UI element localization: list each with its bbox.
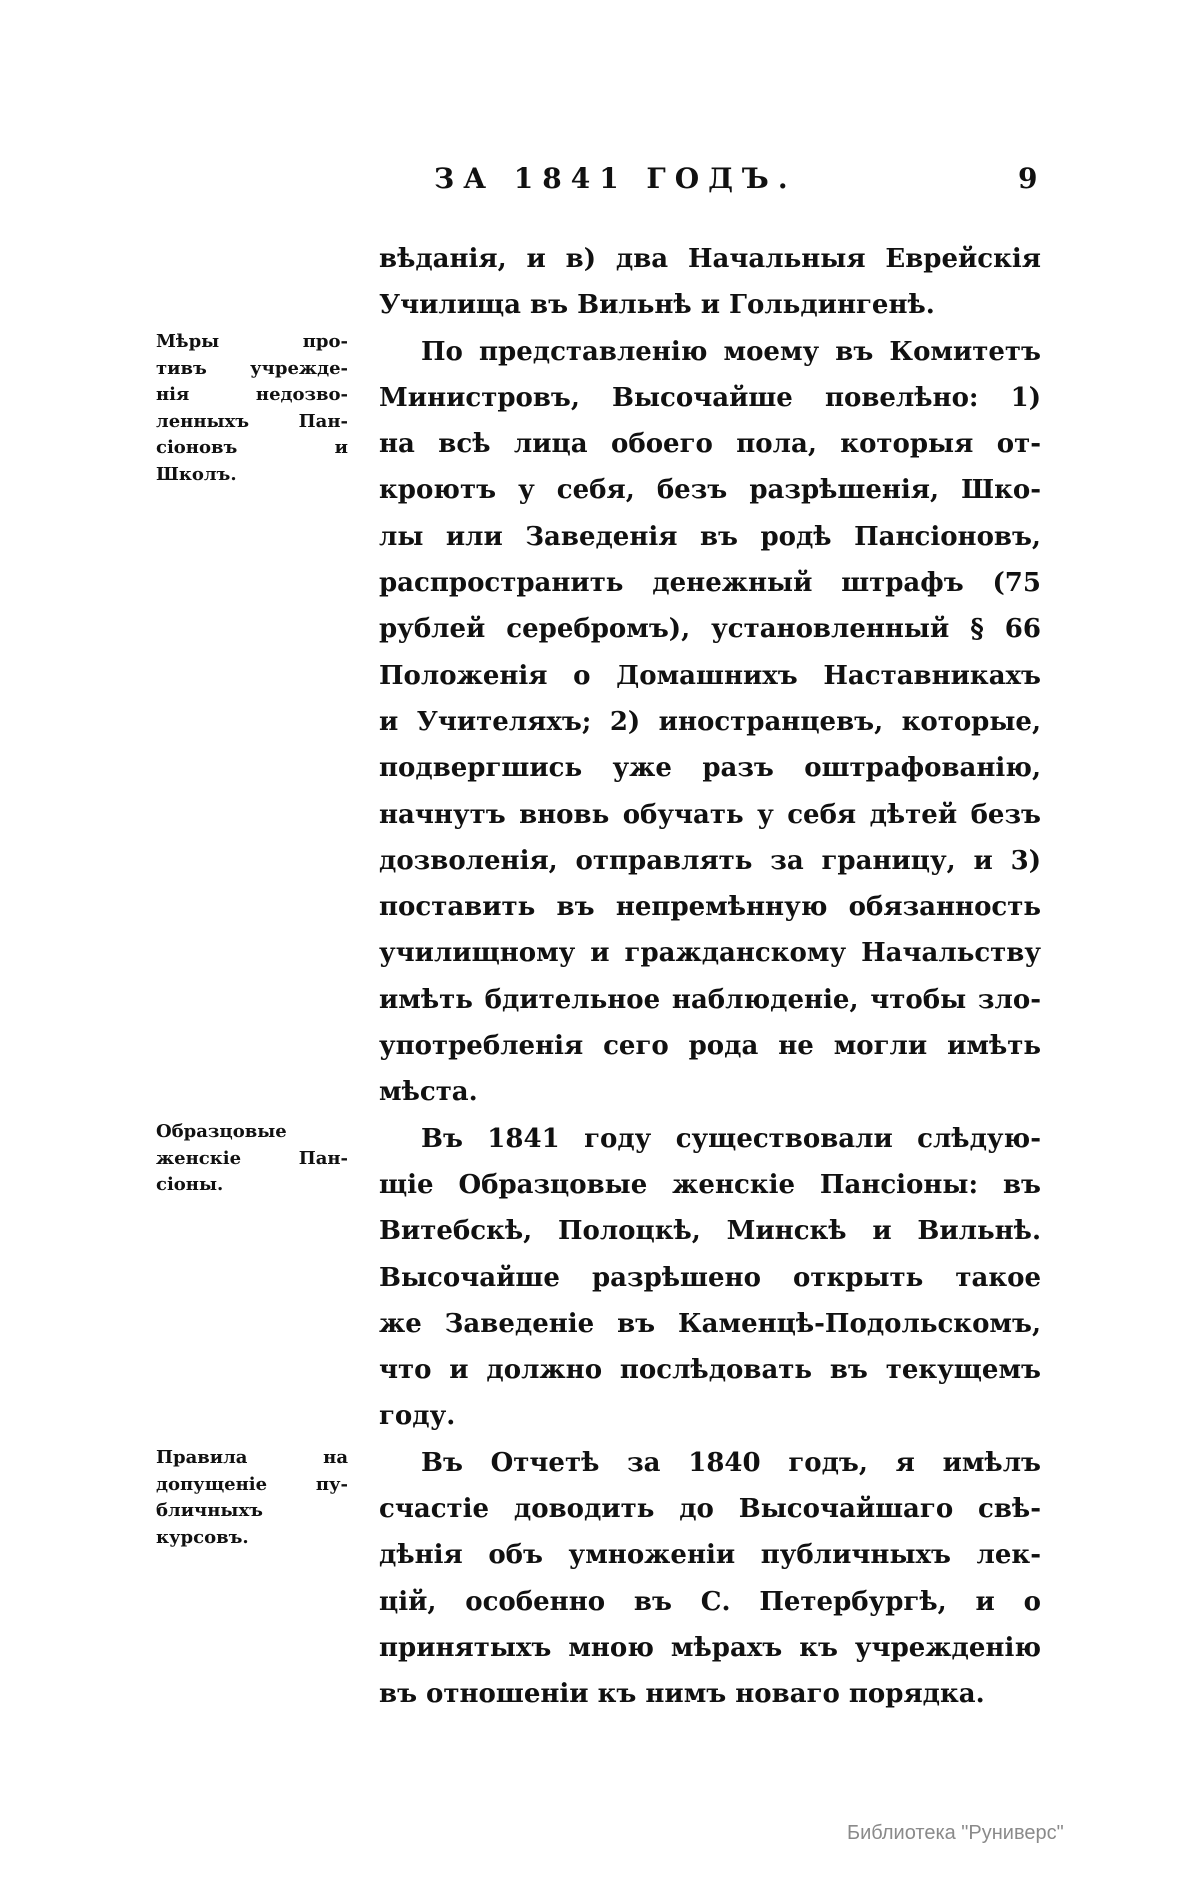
page-number: 9 <box>1018 162 1038 195</box>
library-watermark: Библиотека "Руниверс" <box>847 1822 1064 1844</box>
text-line: дѣнія объ умноженіи публичныхъ лек- <box>379 1540 1041 1571</box>
margin-note-model-pensions <box>156 1119 348 1199</box>
margin-note-measures <box>156 329 348 488</box>
text-line: Положенія о Домашнихъ Наставникахъ <box>379 660 1041 691</box>
text-line: принятыхъ мною мѣрахъ къ учрежденію <box>379 1632 1041 1663</box>
text-line: Министровъ, Высочайше повелѣно: 1) <box>379 382 1041 413</box>
text-line: и Учителяхъ; 2) иностранцевъ, которые, <box>379 706 1041 737</box>
text-line: вѣданія, и в) два Начальныя Еврейскія <box>379 244 1041 274</box>
running-header: ЗА 1841 ГОДЪ. <box>434 162 797 195</box>
text-line: начнутъ вновь обучать у себя дѣтей безъ <box>379 799 1041 830</box>
text-line: По представленію моему въ Комитетъ <box>421 336 1041 367</box>
text-line: дозволенія, отправлять за границу, и 3) <box>379 845 1041 876</box>
text-line: цій, особенно въ С. Петербургѣ, и о <box>379 1586 1041 1617</box>
margin-note-line: сіоны. <box>156 1174 224 1195</box>
text-line: рублей серебромъ), установленный § 66 <box>379 614 1041 645</box>
margin-note-line: Мѣры про- <box>156 331 348 352</box>
text-line: употребленія сего рода не могли имѣть <box>379 1031 1041 1062</box>
text-line: на всѣ лица обоего пола, которыя от- <box>379 429 1041 460</box>
text-line: Въ 1841 году существовали слѣдую- <box>421 1123 1041 1154</box>
text-line: имѣть бдительное наблюденіе, чтобы зло- <box>379 984 1041 1015</box>
margin-note-line: нія недозво- <box>156 384 348 405</box>
text-line: Витебскѣ, Полоцкѣ, Минскѣ и Вильнѣ. <box>379 1216 1041 1247</box>
margin-note-line: курсовъ. <box>156 1526 249 1548</box>
margin-note-line: женскіе Пан- <box>156 1147 348 1169</box>
text-line: поставить въ непремѣнную обязанность <box>379 892 1041 923</box>
margin-note-line: Образцовые <box>156 1121 287 1142</box>
margin-note-line: Школъ. <box>156 463 237 485</box>
margin-note-line: тивъ учрежде- <box>156 357 348 379</box>
text-line: въ отношеніи къ нимъ новаго порядка. <box>379 1679 985 1710</box>
text-line: Училища въ Вильнѣ и Гольдингенѣ. <box>379 290 935 321</box>
text-line: щіе Образцовые женскіе Пансіоны: въ <box>379 1169 1041 1200</box>
text-line: же Заведеніе въ Каменцѣ-Подольскомъ, <box>379 1308 1041 1339</box>
margin-note-line: допущеніе пу- <box>156 1473 348 1495</box>
text-line: что и должно послѣдовать въ текущемъ <box>379 1355 1041 1386</box>
text-line: году. <box>379 1401 456 1432</box>
margin-note-line: бличныхъ <box>156 1500 263 1521</box>
margin-note-line: Правила на <box>156 1447 348 1468</box>
text-line: Въ Отчетѣ за 1840 годъ, я имѣлъ <box>421 1447 1041 1478</box>
margin-note-line: ленныхъ Пан- <box>156 410 348 432</box>
text-line: мѣста. <box>379 1077 478 1108</box>
body-text <box>379 236 1041 1718</box>
text-line: училищному и гражданскому Начальству <box>379 938 1041 969</box>
margin-note-public-courses <box>156 1445 348 1551</box>
text-line: лы или Заведенія въ родѣ Пансіоновъ, <box>379 521 1041 552</box>
margin-note-line: сіоновъ и <box>156 437 348 458</box>
text-line: Высочайше разрѣшено открыть такое <box>379 1262 1041 1293</box>
text-line: счастіе доводить до Высочайшаго свѣ- <box>379 1494 1041 1525</box>
text-line: подвергшись уже разъ оштрафованію, <box>379 753 1041 784</box>
text-line: распространить денежный штрафъ (75 <box>379 568 1041 599</box>
text-line: кроютъ у себя, безъ разрѣшенія, Шко- <box>379 475 1041 506</box>
